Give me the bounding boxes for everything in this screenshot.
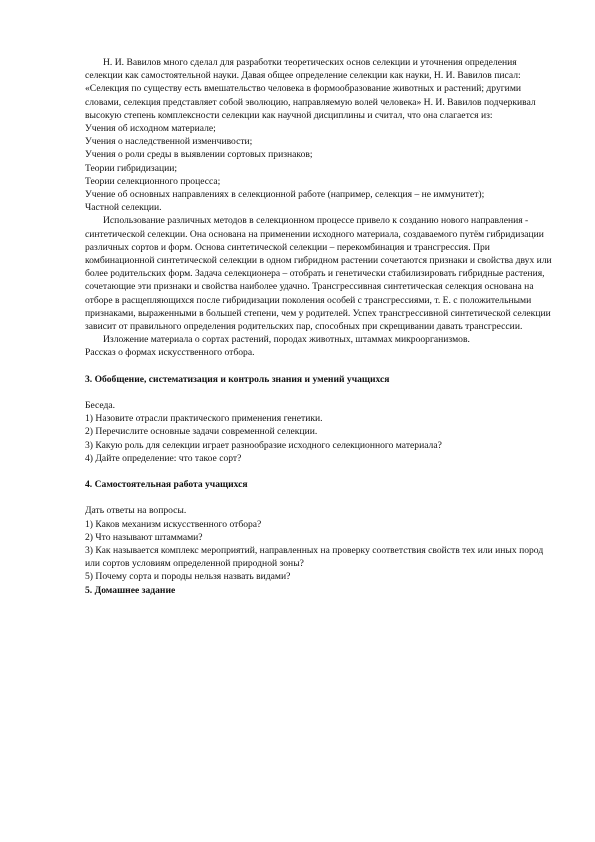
question-item: 3) Как называется комплекс мероприятий, направленных на проверку соответствия свойств тех или иных пород или сортов условиям определенной природной зоны? [85, 545, 544, 570]
section-4-heading: 4. Самостоятельная работа учащихся [85, 479, 248, 491]
question-item: 4) Дайте определение: что такое сорт? [85, 452, 242, 464]
list-item: Учения о роли среды в выявлении сортовых признаков; [85, 149, 313, 161]
list-item: Теории селекционного процесса; [85, 175, 221, 187]
list-item: Частной селекции. [85, 202, 162, 214]
section-3-questions [85, 412, 553, 465]
list-item: Учение об основных направлениях в селекционной работе (например, селекция – не иммунитет); [85, 189, 485, 201]
section-4-questions [85, 518, 553, 584]
question-item: 1) Назовите отрасли практического применения генетики. [85, 413, 323, 425]
question-item: 2) Что называют штаммами? [85, 531, 203, 543]
section-3-heading: 3. Обобщение, систематизация и контроль знания и умений учащихся [85, 373, 390, 385]
spacer [85, 386, 553, 399]
question-item: 5) Почему сорта и породы нельзя назвать видами? [85, 571, 291, 583]
exposition-paragraph: Изложение материала о сортах растений, породах животных, штаммах микроорганизмов. [103, 334, 470, 346]
story-line: Рассказ о формах искусственного отбора. [85, 347, 255, 359]
question-item: 1) Каков механизм искусственного отбора? [85, 518, 262, 530]
list-item: Теории гибридизации; [85, 162, 178, 174]
list-item: Учения о наследственной изменчивости; [85, 136, 253, 148]
document-page [85, 56, 553, 597]
intro-paragraph: Н. И. Вавилов много сделал для разработки теоретических основ селекции и уточнения определения селекции как самостоятельной науки. Давая общее определение селекции как науки, Н. И. Вавилов писал: «Селекция по существу есть вмешательство человека в формообразование животных и растений; другими словами, селекция представляет собой эволюцию, направляемую волей человека» Н. И. Вавилов подчеркивал высокую степень комплексности селекции как научной дисциплины и считал, что она слагается из: [85, 57, 536, 121]
question-item: 3) Какую роль для селекции играет разнообразие исходного селекционного материала? [85, 439, 442, 451]
synthesis-paragraph: Использование различных методов в селекционном процессе привело к созданию нового направления - синтетической селекции. Она основана на применении исходного материала, создаваемого путём гибридизации различных сортов и форм. Основа синтетической селекции – перекомбинация и трансгрессия. При комбинационной синтетической селекции в одном гибридном растении сочетаются признаки и свойства двух или более родительских форм. Задача селекционера – отобрать и генетически стабилизировать гибридные растения, сочетающие эти признаки и свойства наиболее удачно. Трансгрессивная синтетическая селекция основана на отборе в расщепляющихся после гибридизации поколения особей с трансгрессиями, т. Е. с положительными признаками, выраженными в большей степени, чем у родителей. Успех трансгрессивной синтетической селекции зависит от правильного определения родительских пар, способных при скрещивании давать трансгрессии. [85, 215, 552, 333]
spacer [85, 491, 553, 504]
vavilov-components-list [85, 122, 553, 214]
list-item: Учения об исходном материале; [85, 123, 216, 135]
section-3-intro: Беседа. [85, 400, 116, 412]
question-item: 2) Перечислите основные задачи современной селекции. [85, 426, 318, 438]
section-4-intro: Дать ответы на вопросы. [85, 505, 187, 517]
section-5-heading: 5. Домашнее задание [85, 584, 176, 596]
